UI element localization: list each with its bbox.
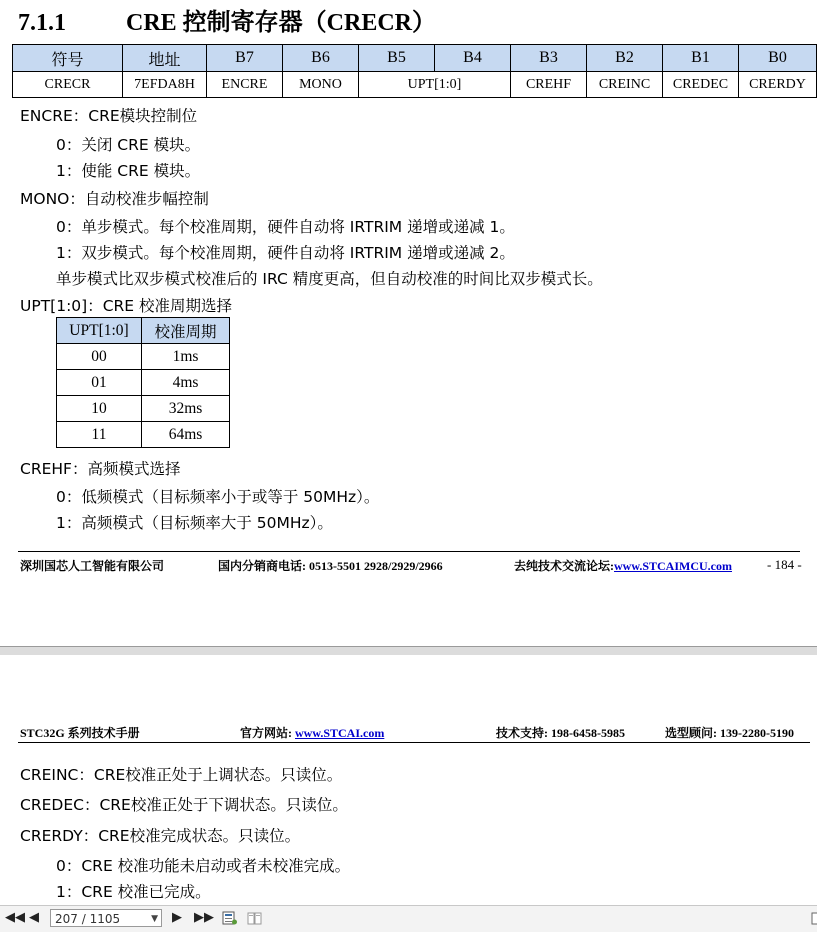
mono-note: 单步模式比双步模式校准后的 IRC 精度更高，但自动校准的时间比双步模式长。 bbox=[56, 270, 603, 288]
crerdy-item: 0：CRE 校准功能未启动或者未校准完成。 bbox=[56, 857, 351, 875]
header-rule bbox=[18, 742, 810, 743]
upt-cell: 00 bbox=[57, 344, 142, 370]
footer-forum bbox=[514, 557, 732, 574]
section-heading bbox=[18, 2, 436, 37]
upt-cell: 11 bbox=[57, 422, 142, 448]
section-title: CRE 控制寄存器（CRECR） bbox=[126, 10, 437, 36]
panel-toggle-icon[interactable] bbox=[811, 911, 817, 926]
reg-value-cell: CRERDY bbox=[739, 72, 817, 98]
upt-cell: 4ms bbox=[142, 370, 230, 396]
reg-value-cell: MONO bbox=[283, 72, 359, 98]
dropdown-arrow-icon: ▼ bbox=[151, 914, 158, 924]
page-number: - 184 - bbox=[767, 557, 802, 572]
mono-item: 1：双步模式。每个校准周期，硬件自动将 IRTRIM 递增或递减 2。 bbox=[56, 244, 515, 262]
mono-title: MONO：自动校准步幅控制 bbox=[20, 190, 209, 208]
mono-item: 0：单步模式。每个校准周期，硬件自动将 IRTRIM 递增或递减 1。 bbox=[56, 218, 515, 236]
reg-value-cell: CRECR bbox=[13, 72, 123, 98]
footer-forum-label: 去纯技术交流论坛: bbox=[514, 559, 614, 573]
section-number: 7.1.1 bbox=[18, 10, 66, 36]
footer-rule bbox=[18, 551, 800, 552]
footer-company: 深圳国芯人工智能有限公司 bbox=[20, 559, 165, 573]
upt-cell: 10 bbox=[57, 396, 142, 422]
first-page-icon[interactable]: ◀◀ bbox=[5, 910, 25, 925]
page-gap bbox=[0, 646, 817, 655]
crehf-item: 0：低频模式（目标频率小于或等于 50MHz）。 bbox=[56, 488, 380, 506]
footer-phone: 国内分销商电话: 0513-5501 2928/2929/2966 bbox=[218, 559, 443, 573]
credec-line: CREDEC：CRE校准正处于下调状态。只读位。 bbox=[20, 796, 348, 814]
crehf-title: CREHF：高频模式选择 bbox=[20, 460, 181, 478]
upt-header-cell: UPT[1:0] bbox=[57, 318, 142, 344]
reg-value-cell: 7EFDA8H bbox=[123, 72, 207, 98]
reg-header-cell: 地址 bbox=[123, 45, 207, 72]
reg-header-cell: B2 bbox=[587, 45, 663, 72]
crerdy-line: CRERDY：CRE校准完成状态。只读位。 bbox=[20, 827, 301, 845]
upt-cell: 1ms bbox=[142, 344, 230, 370]
upt-cell: 01 bbox=[57, 370, 142, 396]
encre-item: 0：关闭 CRE 模块。 bbox=[56, 136, 201, 154]
forum-link[interactable]: www.STCAIMCU.com bbox=[614, 559, 732, 573]
last-page-icon[interactable]: ▶▶ bbox=[194, 910, 214, 925]
site-link[interactable]: www.STCAI.com bbox=[295, 726, 385, 740]
header-support: 技术支持: 198-6458-5985 bbox=[496, 726, 625, 740]
reg-value-cell: CREDEC bbox=[663, 72, 739, 98]
header-site-label: 官方网站: bbox=[240, 726, 295, 740]
page-view-icon[interactable] bbox=[222, 911, 238, 926]
header-manual: STC32G 系列技术手册 bbox=[20, 726, 140, 740]
page-select[interactable] bbox=[50, 909, 162, 927]
upt-table bbox=[56, 317, 230, 448]
pdf-toolbar bbox=[0, 905, 817, 932]
reg-header-cell: B1 bbox=[663, 45, 739, 72]
reg-header-cell: B7 bbox=[207, 45, 283, 72]
reg-header-cell: B0 bbox=[739, 45, 817, 72]
header-site bbox=[240, 724, 384, 741]
prev-page-icon[interactable]: ◀ bbox=[29, 910, 39, 925]
encre-title: ENCRE：CRE模块控制位 bbox=[20, 107, 198, 125]
reg-value-cell: CREINC bbox=[587, 72, 663, 98]
upt-cell: 64ms bbox=[142, 422, 230, 448]
reg-value-cell: UPT[1:0] bbox=[359, 72, 511, 98]
encre-item: 1：使能 CRE 模块。 bbox=[56, 162, 201, 180]
reg-header-cell: B6 bbox=[283, 45, 359, 72]
page-display: 207 / 1105 bbox=[55, 912, 121, 926]
crehf-item: 1：高频模式（目标频率大于 50MHz）。 bbox=[56, 514, 333, 532]
header-consult: 选型顾问: 139-2280-5190 bbox=[665, 726, 794, 740]
reg-value-cell: ENCRE bbox=[207, 72, 283, 98]
upt-cell: 32ms bbox=[142, 396, 230, 422]
upt-header-cell: 校准周期 bbox=[142, 318, 230, 344]
register-table bbox=[12, 44, 817, 98]
reg-header-cell: B3 bbox=[511, 45, 587, 72]
reg-header-cell: B4 bbox=[435, 45, 511, 72]
reg-header-cell: 符号 bbox=[13, 45, 123, 72]
reg-value-cell: CREHF bbox=[511, 72, 587, 98]
reg-header-cell: B5 bbox=[359, 45, 435, 72]
crerdy-item: 1：CRE 校准已完成。 bbox=[56, 883, 211, 901]
upt-title: UPT[1:0]：CRE 校准周期选择 bbox=[20, 297, 233, 315]
next-page-icon[interactable]: ▶ bbox=[172, 910, 182, 925]
two-page-view-icon[interactable] bbox=[247, 911, 263, 926]
creinc-line: CREINC：CRE校准正处于上调状态。只读位。 bbox=[20, 766, 343, 784]
